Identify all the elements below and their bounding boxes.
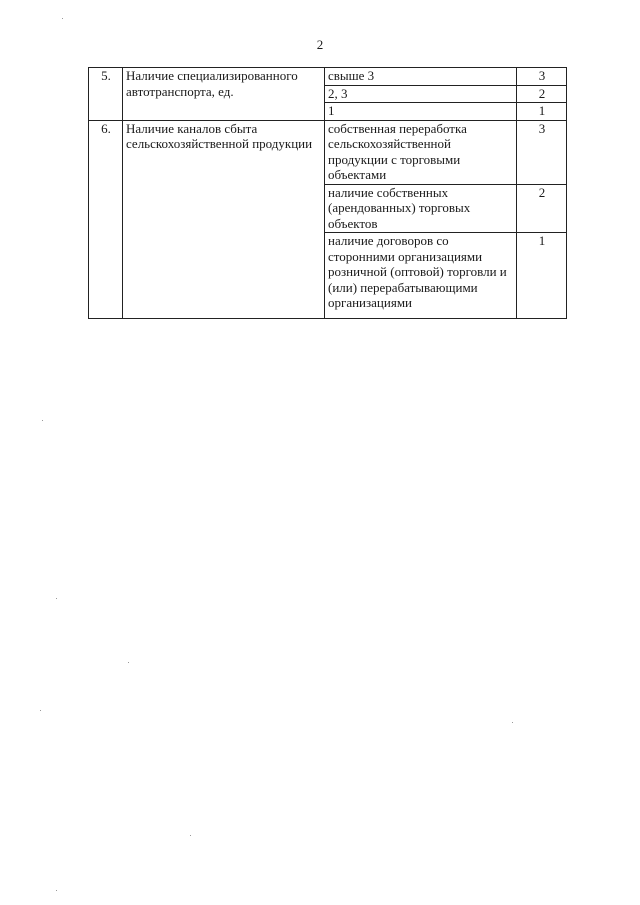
criterion-name: Наличие каналов сбыта сельскохозяйственной продукции <box>123 120 325 319</box>
criterion-name: Наличие специализированного автотранспорта, ед. <box>123 68 325 121</box>
row-number: 5. <box>89 68 123 121</box>
scan-speck <box>62 18 63 19</box>
criteria-table <box>88 67 567 319</box>
option-score: 1 <box>517 103 567 121</box>
option-score: 2 <box>517 184 567 233</box>
option-score: 2 <box>517 85 567 103</box>
option-score: 1 <box>517 233 567 319</box>
option-value: наличие договоров со сторонними организациями розничной (оптовой) торговли и (или) перерабатывающими организациями <box>325 233 517 319</box>
option-value: наличие собственных (арендованных) торговых объектов <box>325 184 517 233</box>
scan-speck <box>56 598 57 599</box>
scan-speck <box>42 420 43 421</box>
page-number: 2 <box>316 37 324 52</box>
option-score: 3 <box>517 120 567 184</box>
scan-speck <box>190 835 191 836</box>
option-score: 3 <box>517 68 567 86</box>
option-value: 1 <box>325 103 517 121</box>
option-value: 2, 3 <box>325 85 517 103</box>
scan-speck <box>56 890 57 891</box>
table-row <box>89 68 567 86</box>
row-number: 6. <box>89 120 123 319</box>
option-value: собственная переработка сельскохозяйственной продукции с торговыми объектами <box>325 120 517 184</box>
scan-speck <box>40 710 41 711</box>
scan-speck <box>512 722 513 723</box>
table-row <box>89 120 567 184</box>
option-value: свыше 3 <box>325 68 517 86</box>
scan-speck <box>128 662 129 663</box>
